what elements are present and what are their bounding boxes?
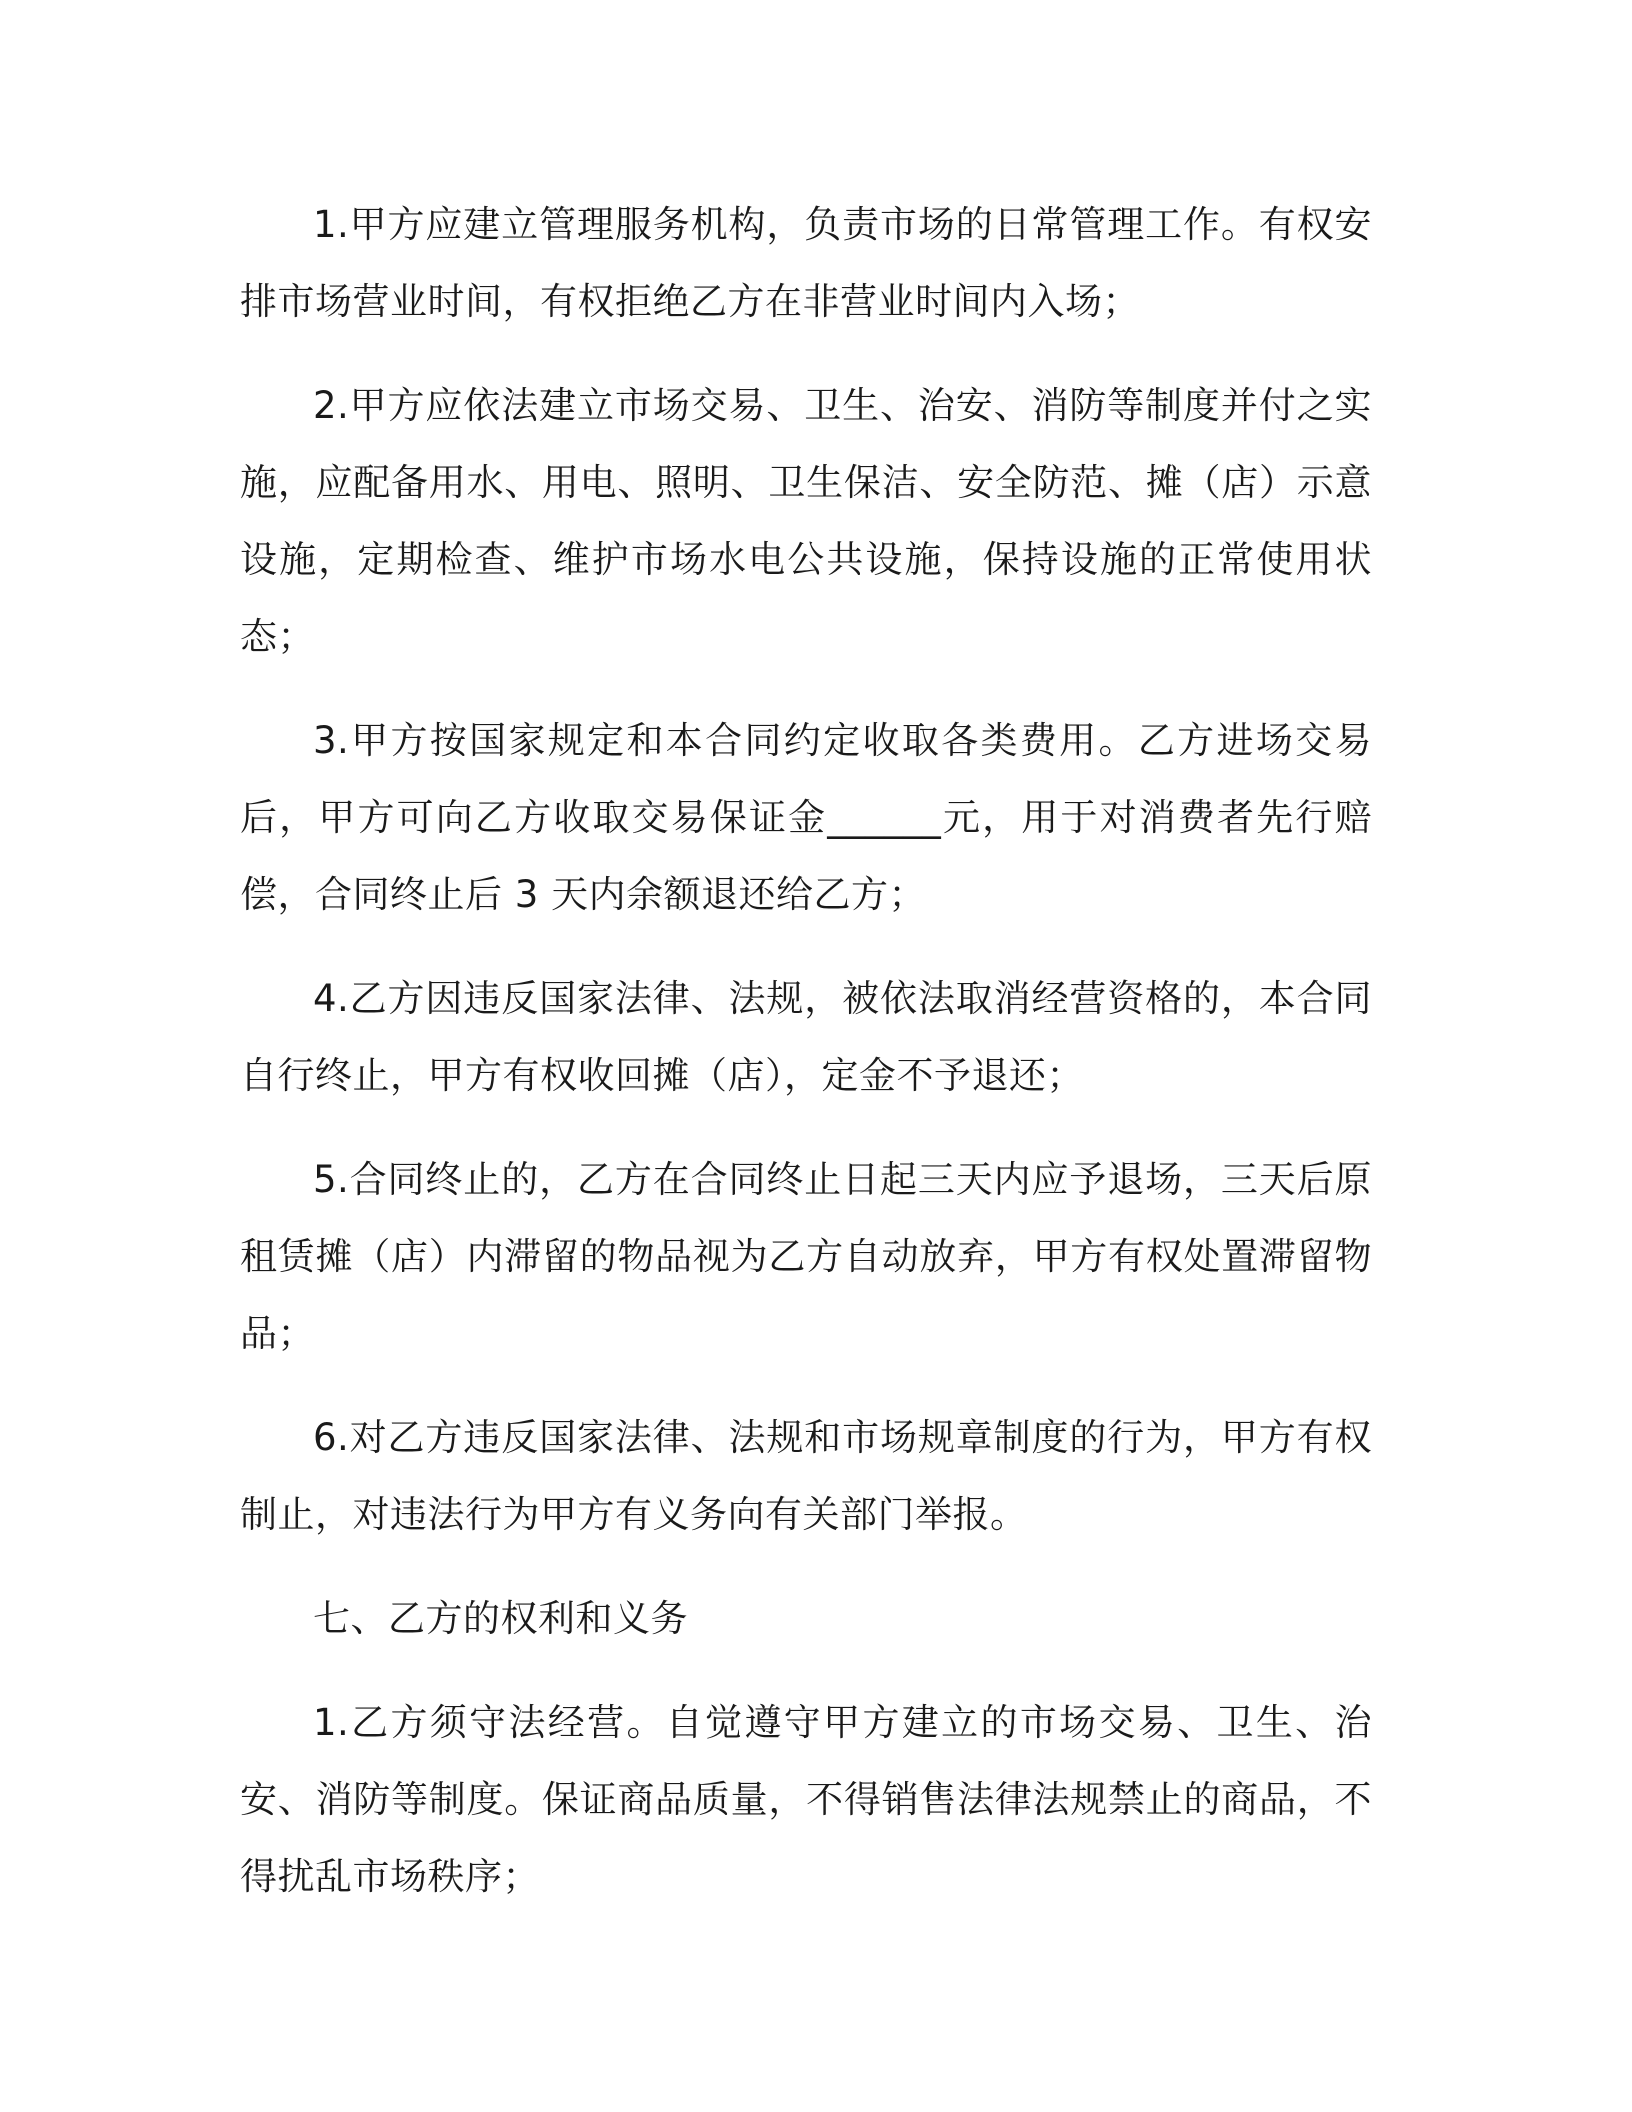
document-body — [240, 186, 1372, 1942]
section-heading: 七、乙方的权利和义务 — [313, 1597, 688, 1640]
clause-2: 2.甲方应依法建立市场交易、卫生、治安、消防等制度并付之实施，应配备用水、用电、照明、卫生保洁、安全防范、摊（店）示意设施，定期检查、维护市场水电公共设施，保持设施的正常使用状态； — [240, 384, 1372, 658]
clause-4: 4.乙方因违反国家法律、法规，被依法取消经营资格的，本合同自行终止，甲方有权收回摊（店），定金不予退还； — [240, 977, 1372, 1097]
section-clause-1: 1.乙方须守法经营。自觉遵守甲方建立的市场交易、卫生、治安、消防等制度。保证商品质量，不得销售法律法规禁止的商品，不得扰乱市场秩序； — [240, 1701, 1372, 1898]
clause-6: 6.对乙方违反国家法律、法规和市场规章制度的行为，甲方有权制止，对违法行为甲方有义务向有关部门举报。 — [240, 1416, 1372, 1536]
clause-5: 5.合同终止的，乙方在合同终止日起三天内应予退场，三天后原租赁摊（店）内滞留的物品视为乙方自动放弃，甲方有权处置滞留物品； — [240, 1158, 1372, 1355]
clause-3: 3.甲方按国家规定和本合同约定收取各类费用。乙方进场交易后，甲方可向乙方收取交易保证金______元，用于对消费者先行赔偿，合同终止后 3 天内余额退还给乙方； — [240, 719, 1372, 916]
clause-1: 1.甲方应建立管理服务机构，负责市场的日常管理工作。有权安排市场营业时间，有权拒绝乙方在非营业时间内入场； — [240, 203, 1372, 323]
